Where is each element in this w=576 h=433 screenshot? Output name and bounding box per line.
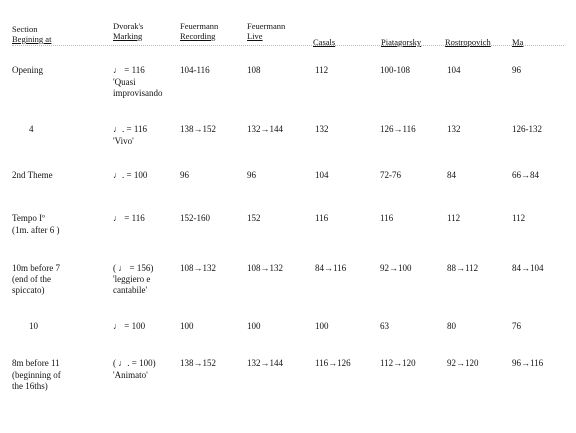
table-row <box>0 170 576 210</box>
rostropovich-cell: 112 <box>447 213 461 223</box>
marking-cell <box>113 358 156 381</box>
ma-cell: 96 <box>512 65 521 75</box>
section-label: 8m before 11 <box>12 358 60 368</box>
header-ma-label: Ma <box>512 37 524 47</box>
casals-cell: 100 <box>315 321 329 331</box>
table-row <box>0 358 576 398</box>
recording-cell: 108→132 <box>180 263 216 273</box>
marking-cell <box>113 213 145 224</box>
piatigorsky-cell: 126→116 <box>380 124 416 134</box>
table-row <box>0 321 576 361</box>
casals-cell: 112 <box>315 65 329 75</box>
section-label: Tempo Iº <box>12 213 45 223</box>
table-row <box>0 263 576 303</box>
header-section-line1: Section <box>12 24 38 34</box>
recording-cell: 152-160 <box>180 213 210 223</box>
header-recording-line1: Feuermann <box>180 21 219 31</box>
section-sublabel: (1m. after 6 ) <box>12 225 60 235</box>
header-live <box>247 21 285 41</box>
marking-tempo: ( ♩ = 156) <box>113 263 154 273</box>
piatigorsky-cell: 63 <box>380 321 389 331</box>
rostropovich-cell: 92→120 <box>447 358 479 368</box>
casals-cell: 116→126 <box>315 358 351 368</box>
casals-cell: 84→116 <box>315 263 347 273</box>
section-label: Opening <box>12 65 43 75</box>
header-live-line1: Feuermann <box>247 21 286 31</box>
recording-cell: 96 <box>180 170 189 180</box>
marking-cell <box>113 65 163 99</box>
ma-cell: 96→116 <box>512 358 544 368</box>
marking-tempo: ♩ = 116 <box>113 65 145 75</box>
header-recording <box>180 21 218 41</box>
table-row <box>0 213 576 253</box>
marking-text: 'leggiero e <box>113 274 151 284</box>
section-cell <box>29 321 38 332</box>
header-marking-line2: Marking <box>113 31 143 41</box>
recording-cell: 138→152 <box>180 124 216 134</box>
live-cell: 96 <box>247 170 256 180</box>
marking-text: cantabile' <box>113 285 148 295</box>
piatigorsky-cell: 112→120 <box>380 358 416 368</box>
live-cell: 152 <box>247 213 261 223</box>
marking-tempo: ♩. = 116 <box>113 124 147 134</box>
ma-cell: 76 <box>512 321 521 331</box>
section-cell <box>12 170 53 181</box>
marking-text: 'Animato' <box>113 370 148 380</box>
header-piatigorsky-label: Piatagorsky <box>381 37 422 47</box>
header-rostropovich-label: Rostropovich <box>445 37 491 47</box>
table-row <box>0 65 576 105</box>
section-cell <box>12 213 59 236</box>
casals-cell: 132 <box>315 124 329 134</box>
section-sublabel: (end of the <box>12 274 51 284</box>
header-section-line2: Begining at <box>12 34 52 44</box>
rostropovich-cell: 84 <box>447 170 456 180</box>
marking-text: 'Quasi <box>113 77 136 87</box>
section-cell <box>12 358 61 392</box>
casals-cell: 104 <box>315 170 329 180</box>
section-sublabel: spiccato) <box>12 285 45 295</box>
rostropovich-cell: 88→112 <box>447 263 479 273</box>
table-row <box>0 124 576 164</box>
live-cell: 108→132 <box>247 263 283 273</box>
rostropovich-cell: 132 <box>447 124 461 134</box>
marking-text: improvisando <box>113 88 163 98</box>
piatigorsky-cell: 100-108 <box>380 65 410 75</box>
marking-text: 'Vivo' <box>113 136 134 146</box>
live-cell: 132→144 <box>247 124 283 134</box>
recording-cell: 104-116 <box>180 65 210 75</box>
marking-tempo: ♩ = 116 <box>113 213 145 223</box>
rostropovich-cell: 80 <box>447 321 456 331</box>
marking-tempo: ♩. = 100 <box>113 170 148 180</box>
header-section <box>12 24 51 44</box>
marking-cell <box>113 170 147 181</box>
section-label: 10m before 7 <box>12 263 60 273</box>
header-marking <box>113 21 143 41</box>
section-sublabel: the 16ths) <box>12 381 48 391</box>
live-cell: 108 <box>247 65 261 75</box>
piatigorsky-cell: 72-76 <box>380 170 401 180</box>
marking-cell <box>113 321 145 332</box>
section-label: 2nd Theme <box>12 170 53 180</box>
live-cell: 100 <box>247 321 261 331</box>
piatigorsky-cell: 92→100 <box>380 263 412 273</box>
section-cell <box>29 124 34 135</box>
piatigorsky-cell: 116 <box>380 213 394 223</box>
section-cell <box>12 65 43 76</box>
section-label: 4 <box>29 124 34 134</box>
ma-cell: 66→84 <box>512 170 539 180</box>
section-sublabel: (beginning of <box>12 370 61 380</box>
marking-cell <box>113 124 147 147</box>
header-recording-line2: Recording <box>180 31 216 41</box>
casals-cell: 116 <box>315 213 329 223</box>
header-live-line2: Live <box>247 31 263 41</box>
ma-cell: 126-132 <box>512 124 542 134</box>
recording-cell: 100 <box>180 321 194 331</box>
ma-cell: 84→104 <box>512 263 544 273</box>
marking-cell <box>113 263 153 296</box>
marking-tempo: ♩ = 100 <box>113 321 146 331</box>
marking-tempo: ( ♩. = 100) <box>113 358 156 368</box>
ma-cell: 112 <box>512 213 526 223</box>
recording-cell: 138→152 <box>180 358 216 368</box>
section-cell <box>12 263 60 296</box>
live-cell: 132→144 <box>247 358 283 368</box>
header-casals-label: Casals <box>313 37 336 47</box>
section-label: 10 <box>29 321 38 331</box>
rostropovich-cell: 104 <box>447 65 461 75</box>
header-rule <box>12 45 564 46</box>
header-marking-line1: Dvorak's <box>113 21 144 31</box>
